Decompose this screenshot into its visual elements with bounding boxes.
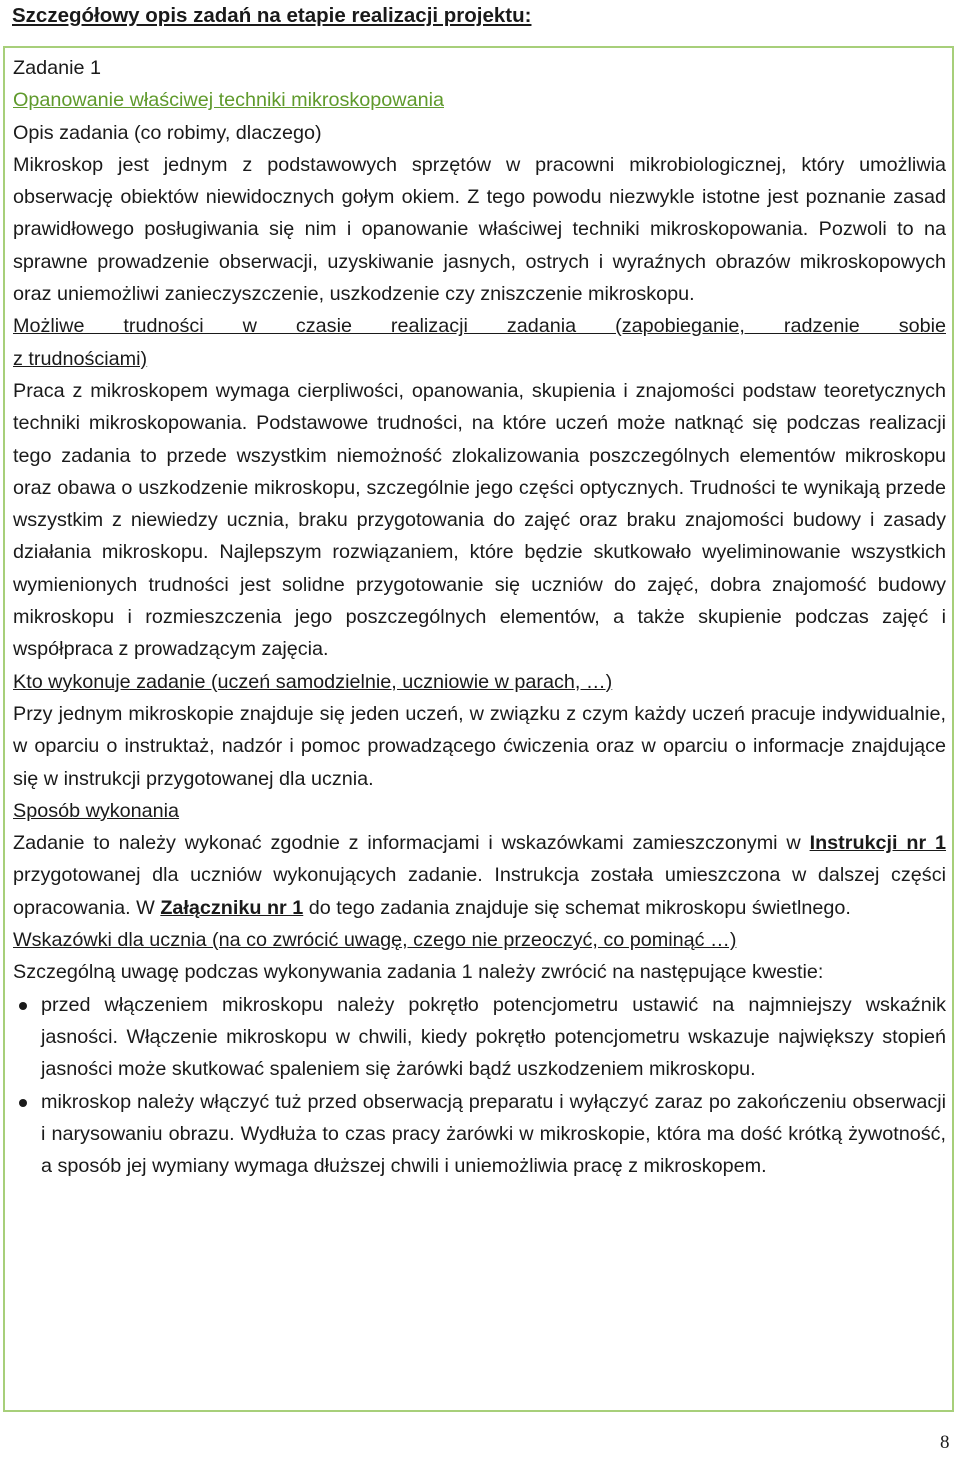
method-text-part2: przygotowanej dla uczniów wykonujących zadanie. Instrukcja została umieszczona w dalszej części opracowania. W [13,864,946,919]
difficulties-label-line2: z trudnościami) [13,347,148,370]
method-label: Sposób wykonania [13,799,180,822]
task-title: Zadanie 1 [13,57,101,79]
who-text: Przy jednym mikroskopie znajduje się jeden uczeń, w związku z czym każdy uczeń pracuje indywidualnie, w oparciu o instruktaż, nadzór i pomoc prowadzącego ćwiczenia oraz w oparciu o informacje znajdujące się w instrukcji przygotowanej dla ucznia. [13,702,946,790]
method-text-part1: Zadanie to należy wykonać zgodnie z informacjami i wskazówkami zamieszczonymi w [13,832,810,855]
description-text: Mikroskop jest jednym z podstawowych sprzętów w pracowni mikrobiologicznej, który umożliwia obserwację obiektów niewidocznych gołym okiem. Z tego powodu niezwykle istotne jest poznanie zasad prawidłowego posługiwania się nim i opanowanie właściwej techniki mikroskopowania. Pozwoli to na sprawne prowadzenie obserwacji, uzyskiwanie jasnych, ostrych i wyraźnych obrazów mikroskopowych oraz uniemożliwi zanieczyszczenie, uszkodzenie czy zniszczenie mikroskopu. [13,153,946,306]
instruction-reference: Instrukcji nr 1 [809,832,947,855]
attachment-reference: Załączniku nr 1 [160,896,304,919]
tips-label: Wskazówki dla ucznia (na co zwrócić uwagę, czego nie przeoczyć, co pominąć …) [13,929,737,952]
tip-item [13,989,946,1086]
difficulties-label [13,310,946,375]
difficulties-text: Praca z mikroskopem wymaga cierpliwości, opanowania, skupienia i znajomości podstaw teoretycznych techniki mikroskopowania. Podstawowe trudności, na które uczeń może natknąć się podczas realizacji tego zadania to przede wszystkim niemożność zlokalizowania poszczególnych elementów mikroskopu oraz obawa o uszkodzenie mikroskopu, szczególnie jego części optycznych. Trudności te wynikają przede wszystkim z niewiedzy ucznia, braku przygotowania do zajęć oraz braku znajomości budowy i zasady działania mikroskopu. Najlepszym rozwiązaniem, które będzie skutkowało wyeliminowanie wszystkich wymienionych trudności jest solidne przygotowanie się uczniów do zajęć, dobra znajomość budowy mikroskopu i rozmieszczenia jego poszczególnych elementów, a także skupienie podczas zajęć i współpraca z prowadzącym zajęcia. [13,379,946,661]
difficulties-label-line1: Możliwe trudności w czasie realizacji zadania (zapobieganie, radzenie sobie [13,315,946,338]
bullet-icon [19,1099,27,1107]
method-text [13,827,946,924]
page-title: Szczegółowy opis zadań na etapie realizacji projektu: [12,4,532,27]
method-text-part3: do tego zadania znajduje się schemat mikroskopu świetlnego. [303,896,851,919]
tip-text: przed włączeniem mikroskopu należy pokrętło potencjometru ustawić na najmniejszy wskaźnik jasności. Włączenie mikroskopu w chwili, kiedy pokrętło potencjometru wskazuje największy stopień jasności może skutkować spaleniem się żarówki bądź uszkodzeniem mikroskopu. [41,993,946,1081]
tips-intro: Szczególną uwagę podczas wykonywania zadania 1 należy zwrócić na następujące kwestie: [13,961,824,984]
task-content [13,52,946,1182]
description-label: Opis zadania (co robimy, dlaczego) [13,121,322,144]
page-number: 8 [940,1432,950,1453]
tips-list [13,989,946,1183]
bullet-icon [19,1002,27,1010]
who-label: Kto wykonuje zadanie (uczeń samodzielnie, uczniowie w parach, …) [13,670,613,693]
task-name: Opanowanie właściwej techniki mikroskopowania [13,89,444,112]
tip-item [13,1086,946,1183]
tip-text: mikroskop należy włączyć tuż przed obserwacją preparatu i wyłączyć zaraz po zakończeniu obserwacji i narysowaniu obrazu. Wydłuża to czas pracy żarówki w mikroskopie, która ma dość krótką żywotność, a sposób jej wymiany wymaga dłuższej chwili i uniemożliwia pracę z mikroskopem. [41,1090,946,1178]
